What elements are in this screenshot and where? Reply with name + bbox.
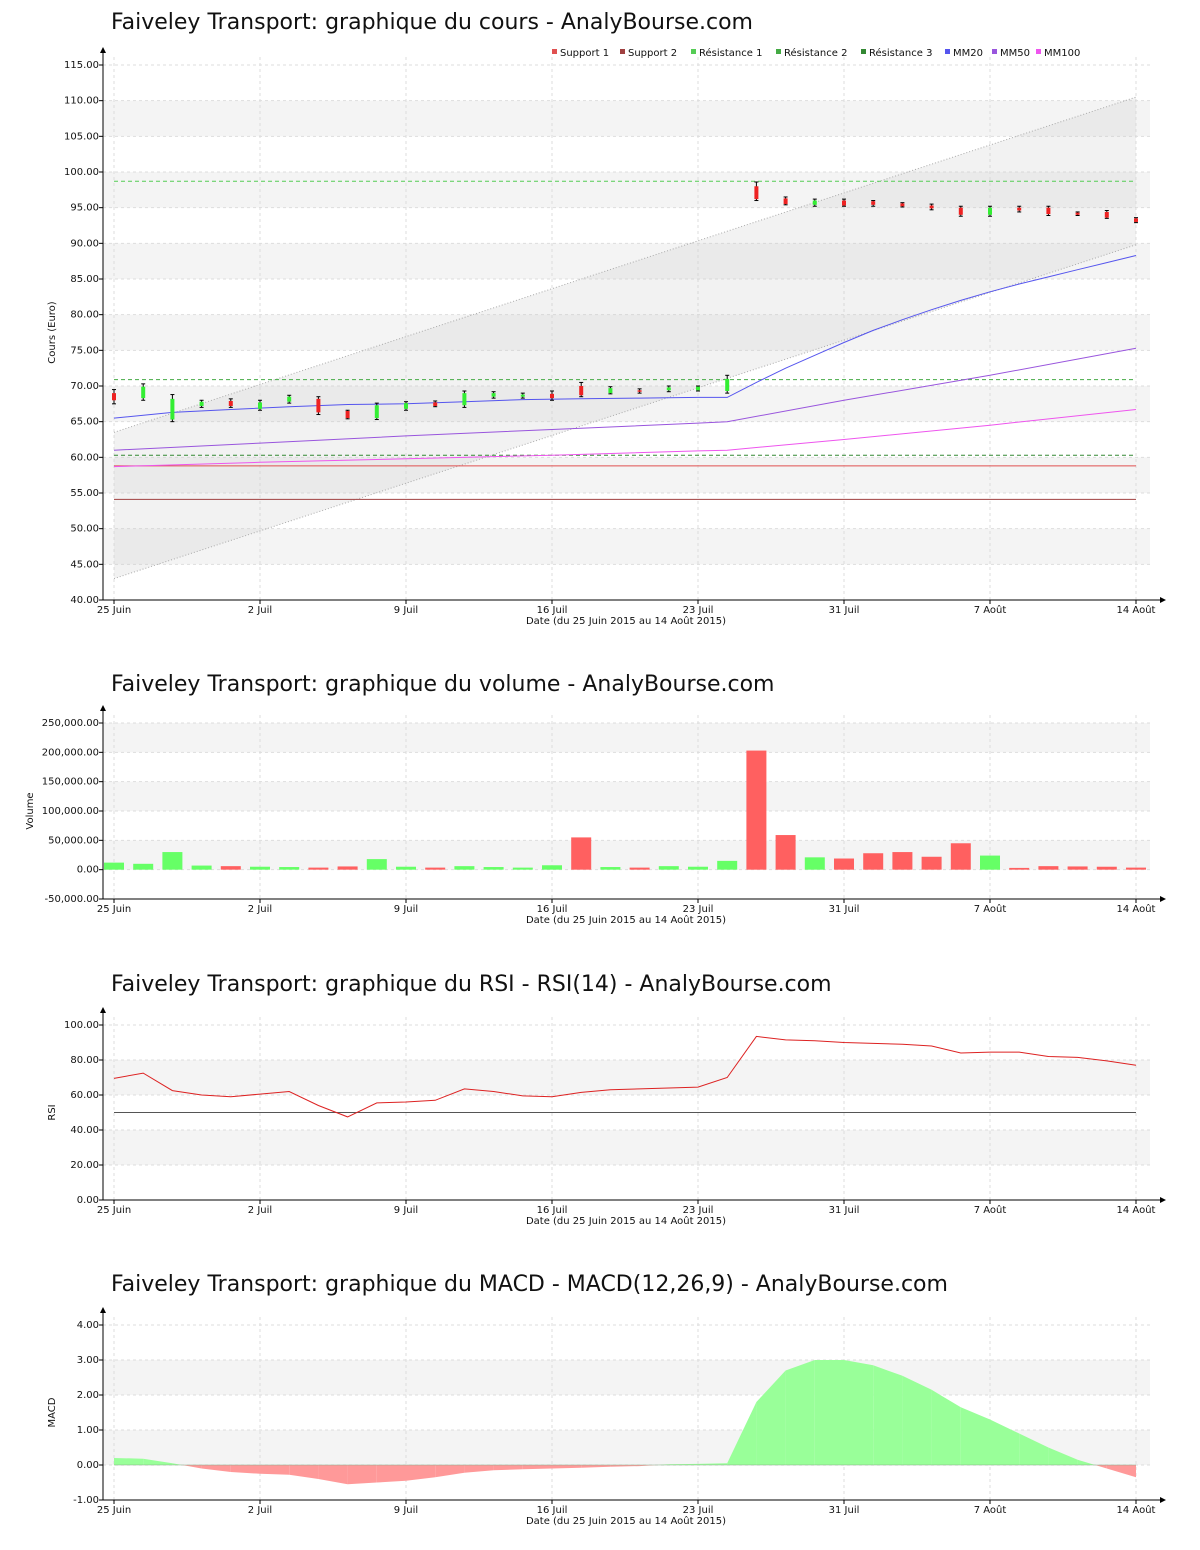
legend-label: Résistance 2	[784, 48, 848, 59]
candle-body	[287, 397, 291, 402]
macd-chart-panel	[0, 1260, 1200, 1550]
macd-y-axis-label: MACD	[47, 1397, 58, 1428]
macd-x-tick-label: 16 Juil	[536, 1505, 568, 1516]
candle-body	[316, 399, 320, 413]
price-y-tick-label: 95.00	[70, 202, 99, 214]
price-y-tick-label: 90.00	[70, 238, 99, 250]
volume-bar	[1009, 868, 1029, 870]
macd-area-segment	[581, 1465, 610, 1468]
legend-swatch	[945, 49, 950, 54]
price-y-tick-label: 110.00	[64, 95, 99, 107]
candle-body	[112, 393, 116, 400]
macd-area-segment	[932, 1390, 961, 1465]
volume-bar	[133, 864, 153, 870]
volume-bar	[951, 843, 971, 869]
price-y-tick-label: 115.00	[64, 60, 99, 71]
price-y-tick-label: 80.00	[70, 309, 99, 321]
volume-bar	[308, 868, 328, 870]
macd-area-segment	[289, 1465, 318, 1479]
macd-x-tick-label: 14 Août	[1116, 1505, 1156, 1516]
macd-area-segment	[202, 1465, 231, 1472]
volume-y-axis-label: Volume	[25, 792, 36, 830]
macd-y-tick-label: -1.00	[73, 1495, 99, 1506]
price-y-tick-label: 85.00	[70, 274, 99, 285]
macd-area-segment	[464, 1465, 493, 1473]
macd-x-tick-label: 31 Juil	[828, 1505, 860, 1516]
macd-area-segment	[844, 1360, 873, 1465]
legend-label: Résistance 3	[869, 48, 933, 59]
volume-y-axis-arrow	[100, 705, 106, 711]
candle-body	[842, 201, 846, 206]
macd-y-tick-label: 3.00	[76, 1355, 99, 1366]
candle-body	[579, 386, 583, 395]
volume-bar	[746, 751, 766, 870]
volume-y-tick-label: 200,000.00	[41, 747, 99, 759]
volume-bar	[688, 867, 708, 870]
volume-y-tick-label: 0.00	[76, 864, 99, 876]
price-y-tick-label: 70.00	[70, 381, 99, 392]
price-x-axis-label: Date (du 25 Juin 2015 au 14 Août 2015)	[525, 616, 727, 627]
candle-body	[1076, 213, 1080, 215]
volume-bar	[513, 868, 533, 870]
volume-bar	[1097, 867, 1117, 870]
legend-label: MM20	[953, 48, 983, 59]
price-x-tick-label: 23 Juil	[682, 605, 714, 616]
price-y-tick-label: 100.00	[64, 167, 99, 178]
macd-area-segment	[873, 1365, 902, 1465]
macd-area-segment	[523, 1465, 552, 1469]
price-y-axis-label: Cours (Euro)	[47, 301, 58, 364]
volume-y-tick-label: 50,000.00	[48, 835, 99, 847]
rsi-y-tick-label: 100.00	[64, 1020, 99, 1031]
price-chart	[0, 0, 1200, 640]
candle-body	[462, 393, 466, 405]
volume-bar	[630, 868, 650, 870]
volume-bar	[659, 866, 679, 870]
macd-area-segment	[318, 1465, 347, 1484]
price-chart-title: Faiveley Transport: graphique du cours - AnalyBourse.com	[111, 10, 753, 35]
legend-swatch	[992, 49, 997, 54]
price-y-tick-label: 55.00	[70, 488, 99, 499]
candle-body	[871, 201, 875, 205]
price-x-tick-label: 7 Août	[973, 605, 1007, 616]
macd-area-segment	[114, 1458, 143, 1465]
volume-y-tick-label: 150,000.00	[41, 776, 99, 788]
macd-area-segment	[494, 1465, 523, 1470]
volume-y-tick-label: -50,000.00	[44, 894, 99, 905]
volume-bar	[1068, 866, 1088, 869]
rsi-x-axis-arrow	[1160, 1197, 1166, 1203]
rsi-grid-band	[103, 1130, 1150, 1165]
candle-body	[141, 387, 145, 398]
volume-bar	[892, 852, 912, 870]
volume-chart-panel	[0, 660, 1200, 940]
legend-swatch	[691, 49, 696, 54]
macd-area-segment	[1107, 1465, 1136, 1477]
macd-area-segment	[786, 1360, 815, 1465]
volume-x-tick-label: 7 Août	[973, 904, 1007, 915]
legend-label: MM50	[1000, 48, 1030, 59]
candle-body	[754, 186, 758, 199]
candle-body	[667, 387, 671, 390]
macd-area-segment	[815, 1360, 844, 1465]
rsi-y-tick-label: 20.00	[70, 1160, 99, 1171]
macd-chart	[0, 1260, 1200, 1550]
volume-bar	[834, 859, 854, 870]
volume-x-tick-label: 25 Juin	[96, 904, 132, 915]
rsi-x-tick-label: 16 Juil	[536, 1205, 568, 1216]
candle-body	[959, 208, 963, 215]
volume-x-tick-label: 23 Juil	[682, 904, 714, 915]
macd-y-tick-label: 1.00	[76, 1425, 99, 1436]
volume-x-tick-label: 9 Juil	[393, 904, 419, 915]
macd-y-axis-arrow	[100, 1307, 106, 1313]
candle-body	[900, 203, 904, 206]
rsi-y-tick-label: 60.00	[70, 1090, 99, 1101]
volume-bar	[367, 859, 387, 870]
macd-area-segment	[961, 1407, 990, 1465]
legend-label: MM100	[1044, 48, 1081, 59]
candle-body	[608, 388, 612, 393]
volume-bar	[221, 866, 241, 870]
price-y-tick-label: 60.00	[70, 452, 99, 464]
rsi-x-tick-label: 25 Juin	[96, 1205, 132, 1216]
candle-body	[550, 394, 554, 398]
volume-bar	[396, 867, 416, 870]
volume-bar	[1038, 866, 1058, 870]
price-y-tick-label: 75.00	[70, 345, 99, 357]
price-x-tick-label: 14 Août	[1116, 605, 1156, 616]
rsi-x-tick-label: 23 Juil	[682, 1205, 714, 1216]
candle-body	[258, 402, 262, 408]
price-x-tick-label: 25 Juin	[96, 605, 132, 616]
rsi-x-tick-label: 2 Juil	[247, 1205, 273, 1216]
candle-body	[784, 198, 788, 204]
macd-area-segment	[231, 1465, 260, 1474]
macd-y-tick-label: 4.00	[76, 1320, 99, 1331]
candle-body	[1134, 218, 1138, 222]
volume-bar	[162, 852, 182, 870]
volume-bar	[338, 866, 358, 869]
macd-x-tick-label: 7 Août	[973, 1505, 1007, 1516]
price-x-tick-label: 31 Juil	[828, 605, 860, 616]
macd-area-segment	[406, 1465, 435, 1481]
candle-body	[725, 379, 729, 391]
macd-area-segment	[902, 1376, 931, 1465]
macd-chart-title: Faiveley Transport: graphique du MACD - MACD(12,26,9) - AnalyBourse.com	[111, 1272, 948, 1297]
rsi-y-tick-label: 0.00	[76, 1195, 99, 1206]
price-x-tick-label: 2 Juil	[247, 605, 273, 616]
price-x-axis-arrow	[1160, 597, 1166, 603]
price-y-tick-label: 45.00	[70, 559, 99, 571]
macd-y-tick-label: 2.00	[76, 1390, 99, 1401]
candle-body	[813, 201, 817, 205]
volume-bar	[425, 868, 445, 870]
macd-area-segment	[435, 1465, 464, 1477]
legend-swatch	[861, 49, 866, 54]
candle-body	[404, 403, 408, 409]
volume-bar	[484, 867, 504, 870]
legend-swatch	[1036, 49, 1041, 54]
macd-area-segment	[260, 1465, 289, 1475]
price-chart-panel	[0, 0, 1200, 640]
macd-x-tick-label: 23 Juil	[682, 1505, 714, 1516]
legend-swatch	[552, 49, 557, 54]
volume-bar	[250, 867, 270, 870]
rsi-x-tick-label: 31 Juil	[828, 1205, 860, 1216]
candle-body	[696, 387, 700, 391]
volume-bar	[805, 857, 825, 869]
volume-bar	[571, 837, 591, 869]
candle-body	[930, 206, 934, 209]
rsi-x-tick-label: 14 Août	[1116, 1205, 1156, 1216]
macd-area-segment	[1095, 1465, 1107, 1469]
macd-area-segment	[182, 1465, 202, 1469]
legend-swatch	[620, 49, 625, 54]
rsi-y-axis-label: RSI	[47, 1104, 58, 1121]
candle-body	[433, 402, 437, 406]
macd-x-tick-label: 25 Juin	[96, 1505, 132, 1516]
volume-bar	[717, 861, 737, 870]
macd-x-tick-label: 2 Juil	[247, 1505, 273, 1516]
volume-x-axis-arrow	[1160, 896, 1166, 902]
volume-bar	[980, 856, 1000, 870]
volume-chart-title: Faiveley Transport: graphique du volume - AnalyBourse.com	[111, 672, 775, 697]
rsi-chart-panel	[0, 960, 1200, 1240]
volume-x-tick-label: 14 Août	[1116, 904, 1156, 915]
volume-y-tick-label: 100,000.00	[41, 806, 99, 817]
volume-bar	[104, 863, 124, 870]
rsi-y-tick-label: 40.00	[70, 1125, 99, 1136]
price-x-tick-label: 9 Juil	[393, 605, 419, 616]
volume-bar	[600, 867, 620, 870]
volume-bar	[279, 867, 299, 870]
macd-area-segment	[552, 1465, 581, 1469]
macd-x-axis-arrow	[1160, 1497, 1166, 1503]
candle-body	[1105, 212, 1109, 218]
candle-body	[346, 411, 350, 418]
volume-bar	[922, 857, 942, 870]
candle-body	[492, 393, 496, 397]
volume-bar	[776, 835, 796, 870]
rsi-x-axis-label: Date (du 25 Juin 2015 au 14 Août 2015)	[525, 1216, 727, 1227]
candle-body	[375, 405, 379, 418]
price-y-tick-label: 40.00	[70, 595, 99, 606]
candle-body	[988, 208, 992, 215]
price-y-tick-label: 50.00	[70, 523, 99, 535]
candle-body	[521, 395, 525, 397]
volume-x-tick-label: 2 Juil	[247, 904, 273, 915]
rsi-chart-title: Faiveley Transport: graphique du RSI - RSI(14) - AnalyBourse.com	[111, 972, 832, 997]
volume-y-tick-label: 250,000.00	[41, 718, 99, 729]
volume-bar	[1126, 868, 1146, 870]
volume-x-tick-label: 31 Juil	[828, 904, 860, 915]
volume-chart	[0, 660, 1200, 940]
macd-x-axis-label: Date (du 25 Juin 2015 au 14 Août 2015)	[525, 1516, 727, 1527]
price-grid-band	[103, 529, 1150, 565]
candle-body	[170, 399, 174, 420]
price-y-tick-label: 65.00	[70, 416, 99, 428]
candle-body	[1017, 208, 1021, 211]
rsi-y-axis-arrow	[100, 1007, 106, 1013]
legend-label: Support 2	[628, 48, 678, 59]
candle-body	[200, 402, 204, 406]
macd-area-segment	[348, 1465, 377, 1484]
price-y-axis-arrow	[100, 47, 106, 53]
volume-bar	[542, 865, 562, 869]
rsi-chart	[0, 960, 1200, 1240]
legend-label: Résistance 1	[699, 48, 763, 59]
rsi-x-tick-label: 7 Août	[973, 1205, 1007, 1216]
candle-body	[638, 390, 642, 392]
price-x-tick-label: 16 Juil	[536, 605, 568, 616]
macd-area-segment	[990, 1420, 1019, 1466]
volume-x-tick-label: 16 Juil	[536, 904, 568, 915]
candle-body	[229, 401, 233, 406]
volume-bar	[192, 866, 212, 870]
macd-y-tick-label: 0.00	[76, 1460, 99, 1471]
rsi-x-tick-label: 9 Juil	[393, 1205, 419, 1216]
price-y-tick-label: 105.00	[64, 131, 99, 143]
candle-body	[1046, 208, 1050, 214]
legend-label: Support 1	[560, 48, 610, 59]
volume-bar	[454, 866, 474, 870]
volume-bar	[863, 853, 883, 869]
volume-x-axis-label: Date (du 25 Juin 2015 au 14 Août 2015)	[525, 915, 727, 926]
rsi-y-tick-label: 80.00	[70, 1055, 99, 1066]
macd-x-tick-label: 9 Juil	[393, 1505, 419, 1516]
legend-swatch	[776, 49, 781, 54]
macd-area-segment	[377, 1465, 406, 1483]
